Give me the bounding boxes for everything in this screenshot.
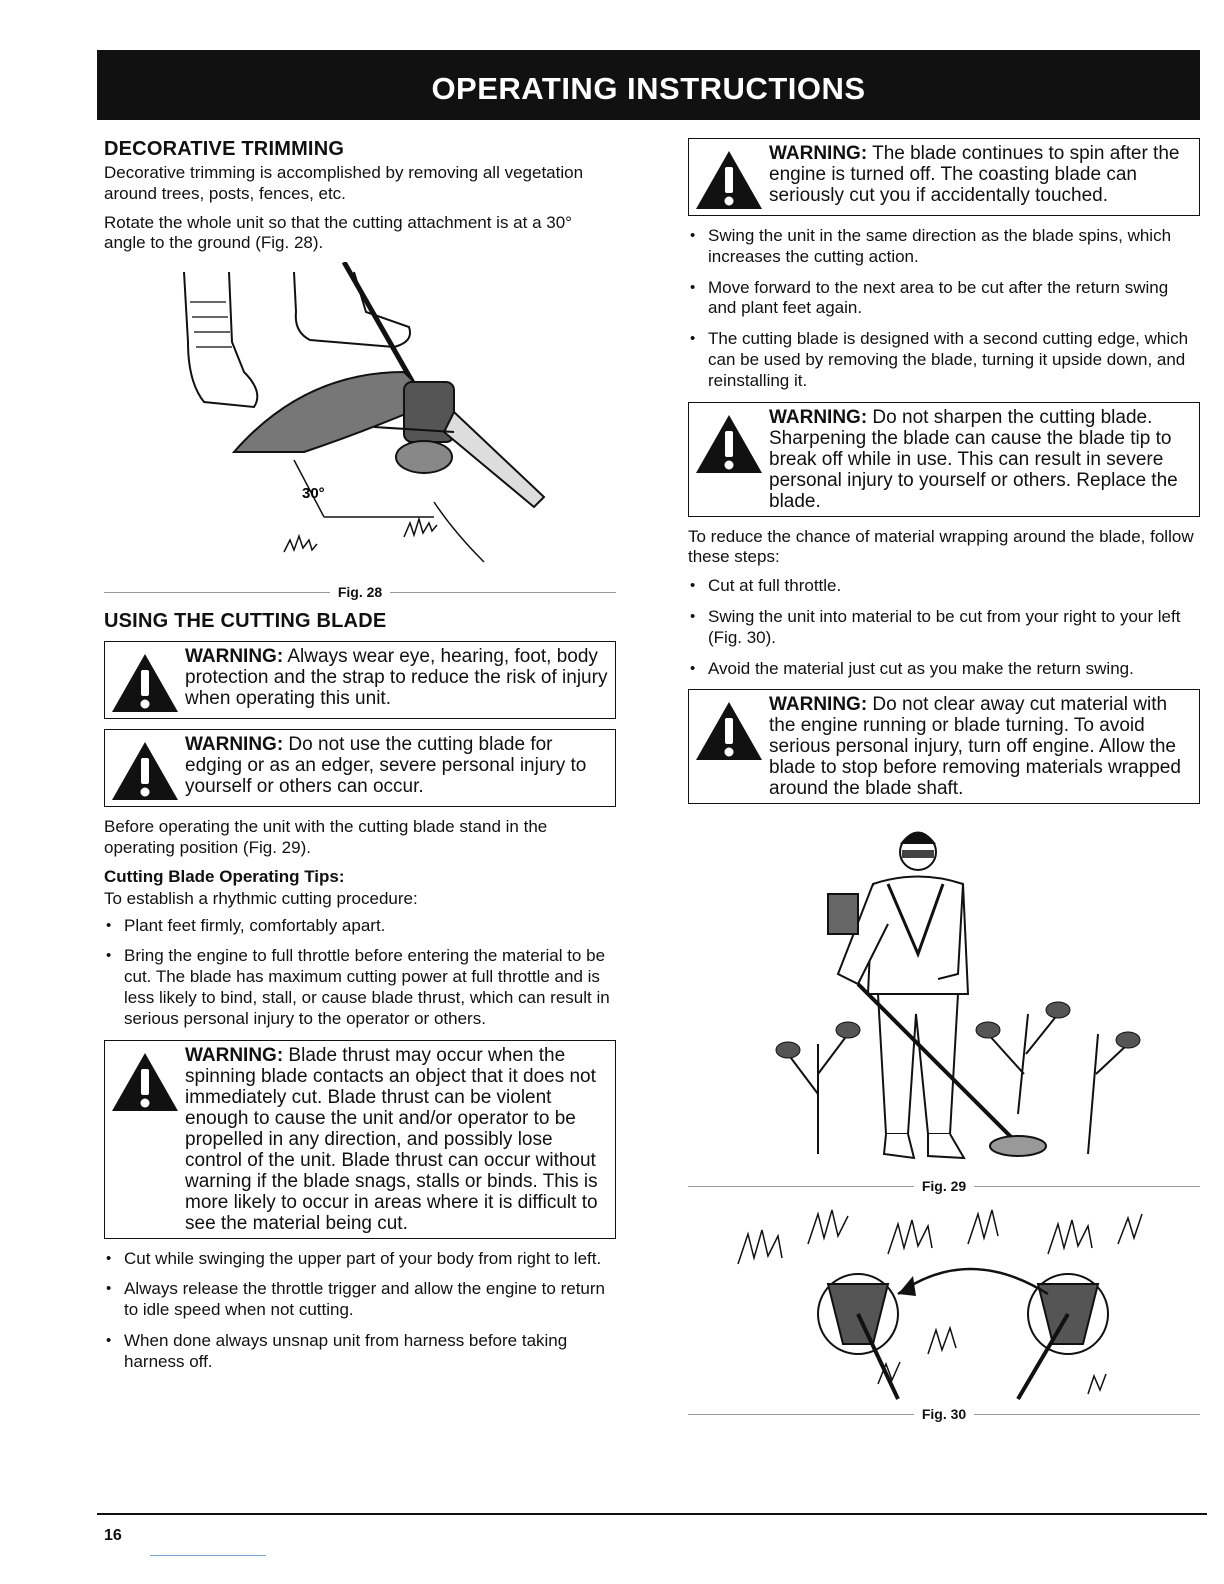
trimmer-30-degree-illustration (104, 262, 616, 582)
warning-triangle-icon (105, 734, 185, 802)
swing-direction-illustration (688, 1204, 1200, 1404)
list-item: • Swing the unit into material to be cut from your right to your left (Fig. 30). (688, 607, 1200, 649)
cutting-blade-heading: USING THE CUTTING BLADE (104, 610, 387, 633)
angle-label: 30° (302, 485, 325, 503)
tips-list (104, 916, 616, 1030)
list-item: • Swing the unit in the same direction as the blade spins, which increases the cutting action. (688, 226, 1200, 268)
swing-tips-list (104, 1249, 616, 1373)
fig-28-caption: Fig. 28 (104, 584, 616, 600)
bottom-rule (97, 1513, 1207, 1515)
list-item: • Always release the throttle trigger and allow the engine to return to idle speed when not cutting. (104, 1279, 616, 1321)
wrapping-steps-list (688, 576, 1200, 679)
warning-box-edging: WARNING: Do not use the cutting blade for edging or as an edger, severe personal injury to yourself or others can occur. (104, 729, 616, 807)
operator-stance-illustration (688, 814, 1200, 1176)
page-header: OPERATING INSTRUCTIONS (97, 50, 1200, 120)
warning-triangle-icon (689, 407, 769, 475)
list-item: • When done always unsnap unit from harness before taking harness off. (104, 1331, 616, 1373)
right-column (688, 138, 1200, 1432)
blade-usage-list (688, 226, 1200, 392)
warning-triangle-icon (105, 1045, 185, 1113)
fig-29-caption: Fig. 29 (688, 1178, 1200, 1194)
fig-28-illustration (104, 262, 616, 582)
decorative-trimming-heading: DECORATIVE TRIMMING (104, 138, 345, 160)
list-item: • Plant feet firmly, comfortably apart. (104, 916, 616, 937)
warning-box-clear-material: WARNING: Do not clear away cut material with the engine running or blade turning. To avoid serious personal injury, turn off engine. Allow the blade to stop before removing materials wrapped around the blade shaft. (688, 689, 1200, 804)
page-number: 16 (104, 1527, 122, 1544)
footer-line (150, 1555, 266, 1556)
left-column (104, 138, 616, 1383)
list-item: • The cutting blade is designed with a second cutting edge, which can be used by removing the blade, turning it upside down, and reinstalling it. (688, 329, 1200, 391)
fig-29-illustration (688, 814, 1200, 1176)
tips-intro: To establish a rhythmic cutting procedure: (104, 888, 418, 908)
warning-triangle-icon (689, 694, 769, 762)
warning-triangle-icon (689, 143, 769, 211)
decorative-para-1: Decorative trimming is accomplished by removing all vegetation around trees, posts, fences, etc. (104, 163, 584, 203)
fig-30-caption: Fig. 30 (688, 1406, 1200, 1422)
list-item: • Cut at full throttle. (688, 576, 1200, 597)
warning-box-protection: WARNING: Always wear eye, hearing, foot, body protection and the strap to reduce the risk of injury when operating this unit. (104, 641, 616, 719)
warning-box-sharpen: WARNING: Do not sharpen the cutting blade. Sharpening the blade can cause the blade tip to break off while in use. This can result in severe personal injury to yourself or others. Replace the blade. (688, 402, 1200, 517)
list-item: • Bring the engine to full throttle before entering the material to be cut. The blade has maximum cutting power at full throttle and is less likely to bind, stall, or cause blade thrust, which can result in serious personal injury to the operator or others. (104, 946, 616, 1029)
list-item: • Move forward to the next area to be cut after the return swing and plant feet again. (688, 278, 1200, 320)
warning-box-blade-thrust: WARNING: Blade thrust may occur when the spinning blade contacts an object that it does not immediately cut. Blade thrust can be violent enough to cause the unit and/or operator to be propelled in any direction, and possibly lose control of the unit. Blade thrust can occur without warning if the blade snags, stalls or binds. This is more likely to occur in areas where it is difficult to see the material being cut. (104, 1040, 616, 1239)
operating-position-para: Before operating the unit with the cutting blade stand in the operating position (Fig. 29). (104, 817, 548, 857)
warning-triangle-icon (105, 646, 185, 714)
tips-heading: Cutting Blade Operating Tips: (104, 866, 345, 886)
list-item: • Avoid the material just cut as you make the return swing. (688, 659, 1200, 680)
list-item: • Cut while swinging the upper part of your body from right to left. (104, 1249, 616, 1270)
wrapping-para: To reduce the chance of material wrapping around the blade, follow these steps: (688, 526, 1194, 567)
decorative-para-2: Rotate the whole unit so that the cutting attachment is at a 30° angle to the ground (Fig. 28). (104, 212, 572, 253)
warning-box-coasting-blade: WARNING: The blade continues to spin after the engine is turned off. The coasting blade can seriously cut you if accidentally touched. (688, 138, 1200, 216)
fig-30-illustration (688, 1204, 1200, 1404)
